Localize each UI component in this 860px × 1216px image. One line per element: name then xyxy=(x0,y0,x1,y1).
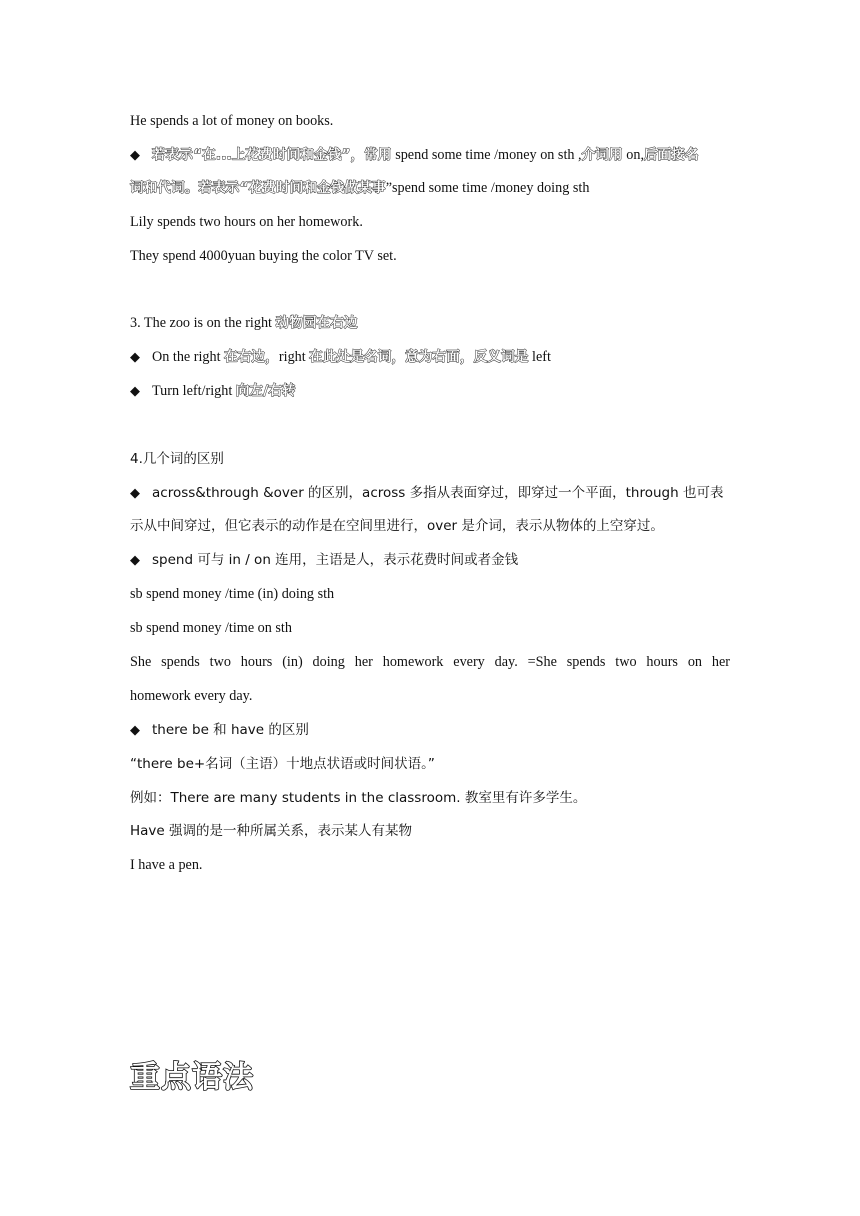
outlined-text: 词和代词。若表示“花费时间和金钱做某事 xyxy=(130,180,386,196)
outlined-text: 在此处是名词，意为右面，反义词是 xyxy=(309,349,529,365)
text-line: He spends a lot of money on books. xyxy=(130,113,334,129)
text-line: sb spend money /time on sth xyxy=(130,620,292,636)
section-heading: 重点语法 xyxy=(130,1060,254,1095)
bullet-line: ◆ On the right 在右边，right 在此处是名词，意为右面，反义词是 left xyxy=(130,349,551,365)
text-line: 例如：There are many students in the classroom. 教室里有许多学生。 xyxy=(130,790,587,806)
text-line: “there be+名词（主语）十地点状语或时间状语。” xyxy=(130,756,435,772)
bullet-line: ◆ spend 可与 in / on 连用，主语是人，表示花费时间或者金钱 xyxy=(130,550,518,571)
text-line: homework every day. xyxy=(130,688,253,704)
outlined-text: 若表示“在...上花费时间和金钱”，常用 xyxy=(152,147,392,163)
text-line: 示从中间穿过，但它表示的动作是在空间里进行，over 是介词，表示从物体的上空穿过。 xyxy=(130,518,664,534)
outlined-text: 动物园在右边 xyxy=(275,315,358,331)
bullet-line: ◆ 若表示“在...上花费时间和金钱”，常用 spend some time /money on sth ,介词用 on,后面接名 xyxy=(130,147,699,163)
diamond-bullet-icon: ◆ xyxy=(130,383,140,398)
outlined-text: 向左/右转 xyxy=(235,383,296,399)
section-title: 3. The zoo is on the right 动物园在右边 xyxy=(130,315,358,331)
diamond-bullet-icon: ◆ xyxy=(130,486,140,501)
bullet-line: ◆ there be 和 have 的区别 xyxy=(130,720,309,741)
text-line: I have a pen. xyxy=(130,857,203,873)
bullet-line: ◆ Turn left/right 向左/右转 xyxy=(130,383,296,399)
diamond-bullet-icon: ◆ xyxy=(130,553,140,568)
bullet-line: ◆ across&through &over 的区别，across 多指从表面穿过，即穿过一个平面，through 也可表 xyxy=(130,483,723,504)
text-line: She spends two hours (in) doing her homework every day. =She spends two hours on her xyxy=(130,654,730,670)
text-line: Have 强调的是一种所属关系，表示某人有某物 xyxy=(130,823,413,839)
diamond-bullet-icon: ◆ xyxy=(130,147,140,162)
diamond-bullet-icon: ◆ xyxy=(130,723,140,738)
text-line: Lily spends two hours on her homework. xyxy=(130,214,363,230)
outlined-text: 介词用 xyxy=(581,147,623,163)
text-line: sb spend money /time (in) doing sth xyxy=(130,586,335,602)
outlined-text: 后面接名 xyxy=(643,147,699,163)
section-title: 4.几个词的区别 xyxy=(130,451,224,467)
text-line: 词和代词。若表示“花费时间和金钱做某事”spend some time /money doing sth xyxy=(130,180,590,196)
diamond-bullet-icon: ◆ xyxy=(130,349,140,364)
outlined-text: 在右边， xyxy=(224,349,279,365)
text-line: They spend 4000yuan buying the color TV set. xyxy=(130,248,397,264)
